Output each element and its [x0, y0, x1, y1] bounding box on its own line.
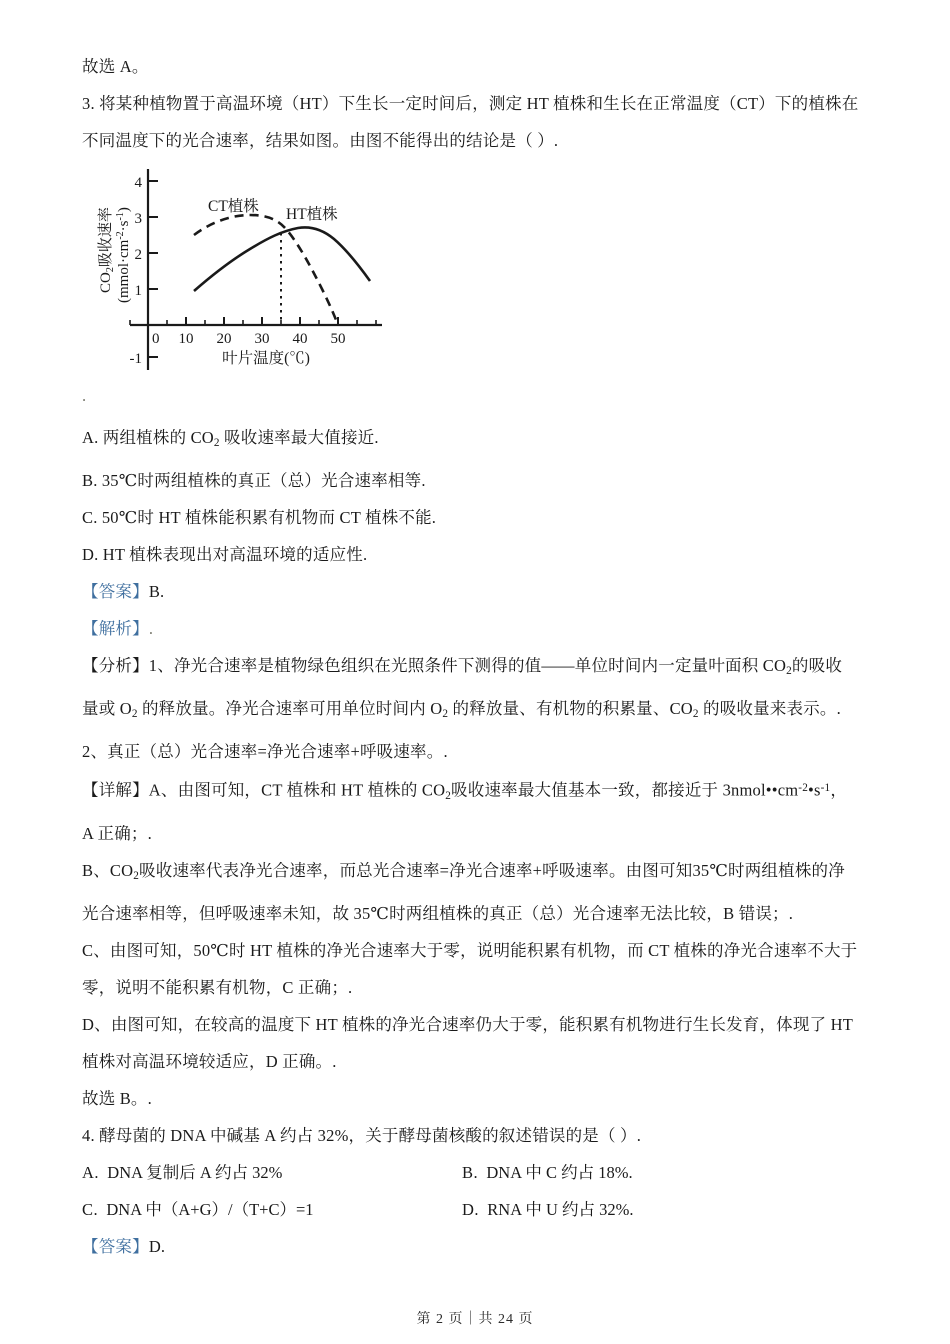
q2-conclusion: 故选 A。: [82, 57, 149, 76]
q3-fenxi-2-b: 的释放量。净光合速率可用单位时间内 O: [137, 699, 443, 719]
q3-xiangjie-c-line-2: 零，说明不能积累有机物，C 正确；.: [82, 978, 353, 998]
q4-answer-value: D.: [148, 1237, 166, 1257]
q3-option-a-post: 吸收速率最大值接近.: [219, 428, 379, 447]
q3-fenxi-line-3: 2、真正（总）光合速率=净光合速率+呼吸速率。.: [82, 742, 448, 762]
q3-fenxi-1-subscript: 2: [786, 665, 792, 678]
q3-xiangjie-a-mid: 吸收速率最大值基本一致，都接近于 3nmol••cm: [451, 781, 799, 801]
q3-analysis-dot: .: [148, 619, 154, 639]
svg-text:20: 20: [216, 331, 232, 347]
q4-option-c-text: DNA 中（A+G）/（T+C）=1: [106, 1200, 314, 1220]
q3-stray-dot: .: [82, 386, 87, 405]
q3-fenxi-2-a: 量或 O: [82, 699, 132, 719]
svg-text:50: 50: [330, 331, 346, 347]
q3-xiangjie-a-mid2: •s: [808, 781, 821, 801]
q3-fenxi-2-c: 的释放量、有机物的积累量、CO: [448, 699, 693, 719]
svg-text:40: 40: [292, 331, 308, 347]
q3-stem-line-2: 不同温度下的光合速率，结果如图。由图不能得出的结论是（ ）.: [82, 131, 559, 150]
q3-xiangjie-a-subscript: 2: [445, 790, 452, 803]
q3-analysis-row: [82, 610, 870, 647]
svg-text:30: 30: [254, 331, 270, 347]
q3-xiangjie-b-subscript: 2: [133, 870, 140, 883]
q4-option-d-text: RNA 中 U 约占 32%.: [487, 1200, 634, 1220]
q4-option-row-1: [82, 1154, 870, 1191]
q3-fenxi-1-post: 的吸收: [791, 656, 843, 676]
svg-text:叶片温度(℃): 叶片温度(℃): [222, 350, 310, 367]
q3-xiangjie-a-sup2: -1: [820, 782, 831, 795]
q3-fenxi-line-2: [82, 690, 870, 733]
q3-xiangjie-a-line-1: [82, 770, 870, 815]
q4-option-b-text: DNA 中 C 约占 18%.: [486, 1163, 633, 1183]
q4-option-a: [82, 1154, 462, 1191]
q4-option-b: [462, 1154, 870, 1191]
q3-option-b: B. 35℃时两组植株的真正（总）光合速率相等.: [82, 471, 426, 491]
q3-option-a: [82, 419, 870, 462]
q3-stem-line-1: 3. 将某种植物置于高温环境（HT）下生长一定时间后，测定 HT 植株和生长在正常温度（CT）下的植株在: [82, 94, 859, 113]
svg-text:HT植株: HT植株: [286, 206, 338, 223]
q3-xiangjie-b-line-2: 光合速率相等，但呼吸速率未知，故 35℃时两组植株的真正（总）光合速率无法比较，B 错误；.: [82, 904, 794, 924]
svg-text:4: 4: [134, 175, 142, 191]
svg-text:0: 0: [152, 331, 160, 347]
svg-text:2: 2: [134, 247, 142, 263]
page-footer: 第 2 页｜共 24 页: [416, 1312, 534, 1327]
q4-option-a-text: DNA 复制后 A 约占 32%: [107, 1163, 283, 1183]
q3-option-a-pre: A. 两组植株的 CO: [82, 428, 214, 447]
q3-option-c: C. 50℃时 HT 植株能积累有机物而 CT 植株不能.: [82, 508, 437, 528]
q4-option-d: [462, 1191, 870, 1228]
q3-analysis-label: 【解析】: [82, 619, 149, 639]
q3-conclusion: 故选 B。.: [82, 1089, 152, 1109]
q3-xiangjie-d-line-1: D、由图可知，在较高的温度下 HT 植株的净光合速率仍大于零，能积累有机物进行生长发育，体现了 HT: [82, 1015, 853, 1035]
q3-fenxi-2-sub3: 2: [692, 708, 699, 721]
q4-option-c-label: C.: [82, 1200, 99, 1220]
q3-fenxi-2-sub1: 2: [131, 708, 138, 721]
q4-stem: 4. 酵母菌的 DNA 中碱基 A 约占 32%，关于酵母菌核酸的叙述错误的是（ ）.: [82, 1126, 642, 1146]
q4-answer-label: 【答案】: [82, 1237, 149, 1257]
svg-text:1: 1: [134, 283, 142, 299]
q4-option-row-2: [82, 1191, 870, 1228]
photosynthesis-chart-container: [82, 165, 870, 379]
q3-option-d: D. HT 植株表现出对高温环境的适应性.: [82, 545, 368, 565]
q3-answer-row: [82, 573, 870, 610]
q3-fenxi-line-1: [82, 647, 870, 690]
q3-xiangjie-a-line-2: A 正确；.: [82, 824, 152, 844]
q3-xiangjie-a-sup1: -2: [798, 782, 809, 795]
svg-text:3: 3: [134, 211, 142, 227]
svg-text:(mmol·cm-2·s-1): $(mmol\cdot cm^{-2}\cdot s^{-1})$: [115, 207, 132, 303]
q3-option-a-subscript: 2: [213, 437, 220, 450]
q3-xiangjie-b-post: 吸收速率代表净光合速率，而总光合速率=净光合速率+呼吸速率。由图可知35℃时两组植株的净: [139, 861, 845, 881]
q3-fenxi-2-sub2: 2: [442, 708, 449, 721]
photosynthesis-chart: [90, 165, 390, 375]
q3-fenxi-2-d: 的吸收量来表示。.: [698, 699, 841, 719]
q4-option-d-label: D.: [462, 1200, 480, 1220]
q4-option-a-label: A.: [82, 1163, 100, 1183]
q4-option-b-label: B.: [462, 1163, 479, 1183]
q3-fenxi-1-pre: 【分析】1、净光合速率是植物绿色组织在光照条件下测得的值——单位时间内一定量叶面积 CO: [82, 656, 787, 676]
q4-answer-row: [82, 1228, 870, 1265]
svg-text:CT植株: CT植株: [208, 198, 259, 215]
svg-text:10: 10: [178, 331, 194, 347]
q3-xiangjie-a-end: ，: [830, 781, 848, 801]
q3-xiangjie-b-line-1: [82, 852, 870, 895]
q3-answer-label: 【答案】: [82, 582, 149, 602]
q3-xiangjie-a-pre: 【详解】A、由图可知，CT 植株和 HT 植株的 CO: [82, 781, 446, 801]
q3-answer-value: B.: [148, 582, 165, 602]
q3-xiangjie-c-line-1: C、由图可知，50℃时 HT 植株的净光合速率大于零，说明能积累有机物，而 CT 植株的净光合速率不大于: [82, 941, 858, 961]
svg-text:-1: -1: [129, 351, 142, 367]
q4-option-c: [82, 1191, 462, 1228]
q3-xiangjie-d-line-2: 植株对高温环境较适应，D 正确。.: [82, 1052, 337, 1072]
q3-xiangjie-b-pre: B、CO: [82, 861, 134, 881]
svg-text:CO2吸收速率: $CO_2$吸收速率: [98, 207, 116, 293]
